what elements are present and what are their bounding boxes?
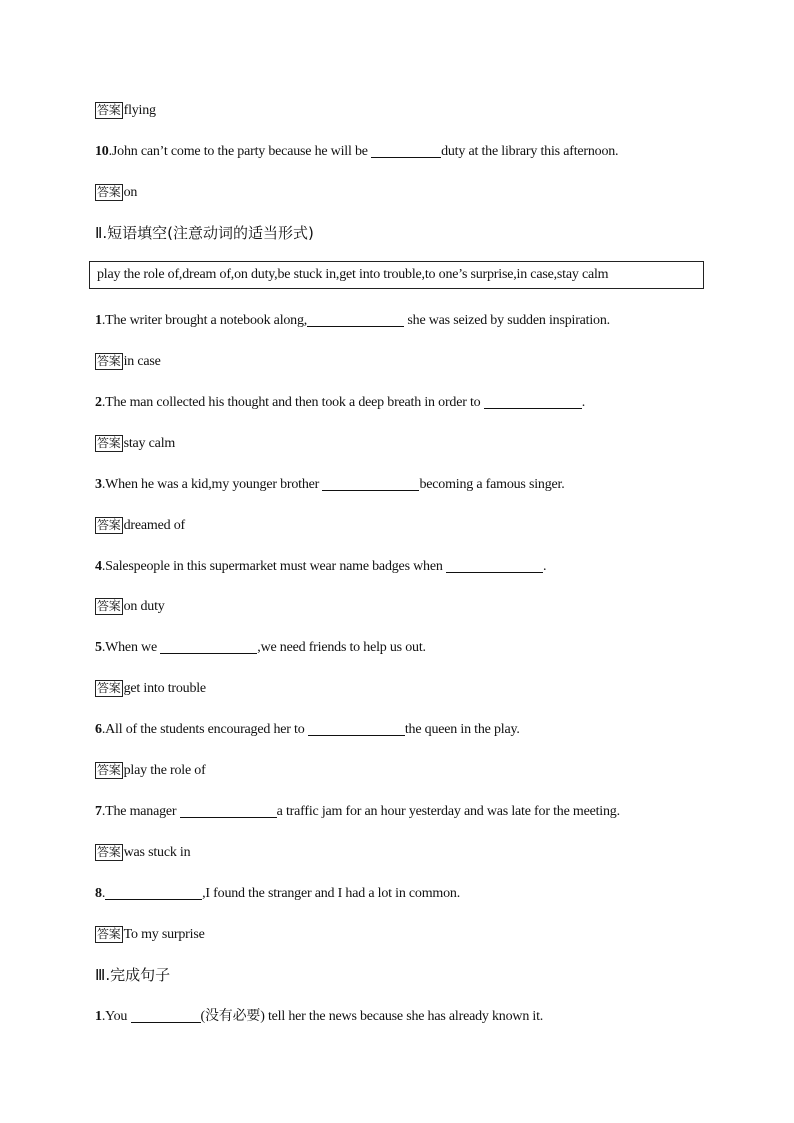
question-text-after: duty at the library this afternoon. <box>441 144 619 159</box>
answer-text: To my surprise <box>123 927 205 942</box>
answer-blank <box>180 803 277 818</box>
answer-line-2-5 <box>95 680 206 698</box>
answer-blank <box>484 394 582 409</box>
answer-line-2-6 <box>95 762 206 780</box>
question-number: 8 <box>95 886 102 901</box>
answer-blank <box>105 885 202 900</box>
answer-tag: 答案 <box>97 599 121 613</box>
answer-tag: 答案 <box>97 436 121 450</box>
answer-text: flying <box>123 103 156 118</box>
question-number: 1 <box>95 313 102 328</box>
answer-tag: 答案 <box>97 354 121 368</box>
answer-text: in case <box>123 354 161 369</box>
answer-blank <box>322 476 419 491</box>
question-2-1 <box>95 312 610 330</box>
question-number: 5 <box>95 640 102 655</box>
answer-tag: 答案 <box>97 185 121 199</box>
question-2-8 <box>95 885 460 903</box>
question-text-before: .You <box>101 1009 131 1024</box>
question-text-after: ,I found the stranger and I had a lot in common. <box>202 886 461 901</box>
question-text-after: . <box>542 559 547 574</box>
answer-blank <box>307 312 404 327</box>
answer-line-2-7 <box>95 844 190 862</box>
question-10 <box>95 143 618 161</box>
answer-blank <box>446 558 543 573</box>
question-text-before: .The manager <box>101 804 180 819</box>
question-2-6 <box>95 721 520 739</box>
answer-blank <box>160 639 257 654</box>
answer-line-2-8 <box>95 926 205 944</box>
answer-tag: 答案 <box>97 845 121 859</box>
answer-line-10 <box>95 184 137 202</box>
question-text-after: becoming a famous singer. <box>419 477 565 492</box>
question-number: 6 <box>95 722 102 737</box>
question-text-before: .Salespeople in this supermarket must wear name badges when <box>101 559 446 574</box>
answer-text: play the role of <box>123 763 206 778</box>
answer-tag: 答案 <box>97 518 121 532</box>
answer-line-prev <box>95 102 156 120</box>
answer-tag: 答案 <box>97 927 121 941</box>
question-2-7 <box>95 803 620 821</box>
answer-text: stay calm <box>123 436 176 451</box>
question-text-before: .When we <box>101 640 161 655</box>
answer-blank <box>371 143 441 158</box>
question-text-before: .The man collected his thought and then took a deep breath in order to <box>101 395 484 410</box>
question-number: 10 <box>95 144 109 159</box>
question-2-4 <box>95 558 546 576</box>
question-text-before: .John can’t come to the party because he will be <box>108 144 372 159</box>
question-text-after: she was seized by sudden inspiration. <box>404 313 610 328</box>
answer-text: dreamed of <box>123 518 185 533</box>
question-number: 7 <box>95 804 102 819</box>
question-number: 3 <box>95 477 102 492</box>
answer-text: was stuck in <box>123 845 191 860</box>
section-heading-complete-sentences: Ⅲ.完成句子 <box>95 966 171 984</box>
answer-line-2-3 <box>95 517 185 535</box>
question-text-before: .All of the students encouraged her to <box>101 722 308 737</box>
section-heading-phrase-fill: Ⅱ.短语填空(注意动词的适当形式) <box>95 224 314 242</box>
answer-line-2-1 <box>95 353 161 371</box>
answer-tag: 答案 <box>97 103 121 117</box>
answer-blank <box>308 721 405 736</box>
answer-tag: 答案 <box>97 681 121 695</box>
question-text-after: . <box>581 395 586 410</box>
answer-text: on duty <box>123 599 165 614</box>
question-text-after: the queen in the play. <box>404 722 520 737</box>
question-text-after: (没有必要) tell her the news because she has already known it. <box>200 1009 544 1024</box>
question-number: 4 <box>95 559 102 574</box>
word-bank-box: play the role of,dream of,on duty,be stuck in,get into trouble,to one’s surprise,in case,stay calm <box>89 261 704 289</box>
question-2-2 <box>95 394 585 412</box>
question-text-after: a traffic jam for an hour yesterday and was late for the meeting. <box>276 804 620 819</box>
answer-line-2-4 <box>95 598 165 616</box>
question-text-after: ,we need friends to help us out. <box>257 640 426 655</box>
answer-text: on <box>123 185 138 200</box>
question-3-1 <box>95 1008 543 1026</box>
answer-text: get into trouble <box>123 681 206 696</box>
question-2-5 <box>95 639 426 657</box>
question-number: 2 <box>95 395 102 410</box>
question-2-3 <box>95 476 565 494</box>
question-text-before: .The writer brought a notebook along, <box>101 313 308 328</box>
question-text-before: . <box>101 886 106 901</box>
answer-line-2-2 <box>95 435 175 453</box>
answer-tag: 答案 <box>97 763 121 777</box>
answer-blank <box>131 1008 201 1023</box>
question-number: 1 <box>95 1009 102 1024</box>
question-text-before: .When he was a kid,my younger brother <box>101 477 323 492</box>
